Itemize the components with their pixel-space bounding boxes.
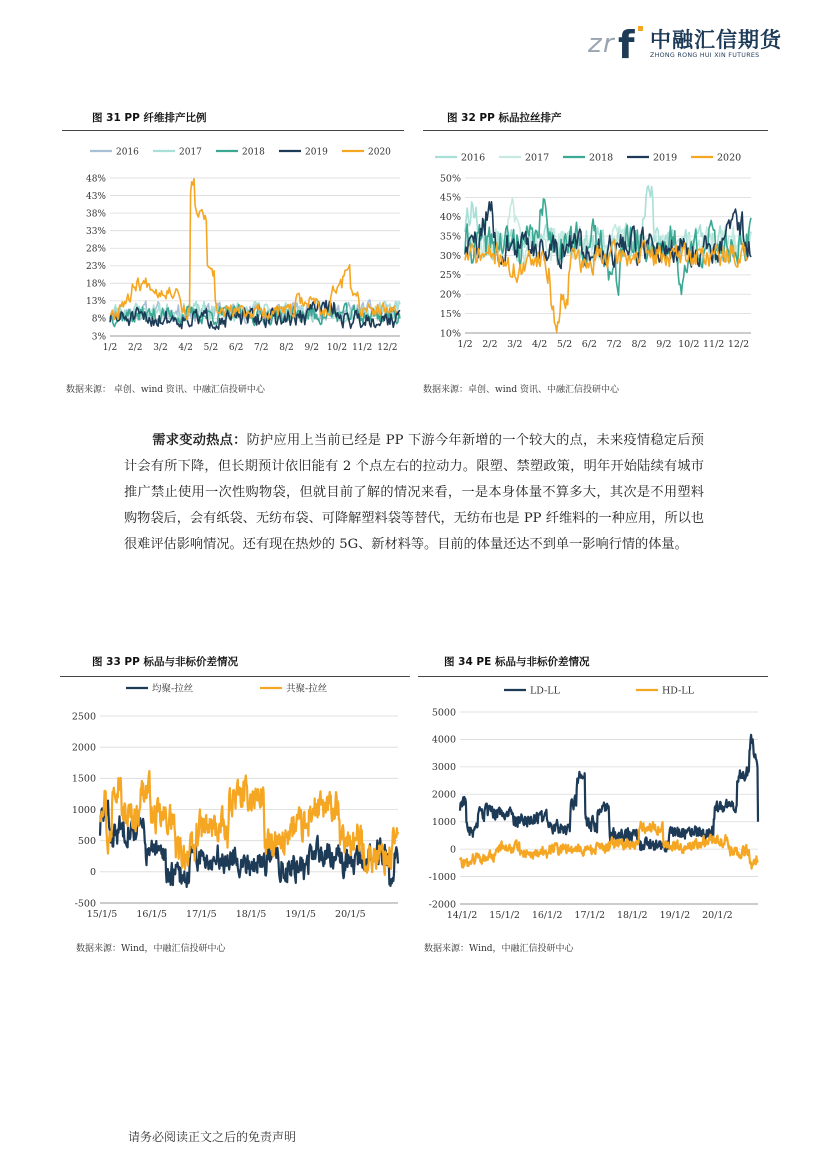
disclaimer-footer: 请务必阅读正文之后的免责声明 <box>128 1130 297 1144</box>
figure-31-title: 图 31 PP 纤维排产比例 <box>92 112 207 124</box>
y-tick-label: 13% <box>85 297 106 308</box>
legend-item-2017 <box>499 153 549 164</box>
y-tick-label: 2000 <box>71 742 96 754</box>
legend-label: 2018 <box>589 152 614 164</box>
y-tick-label: 5000 <box>431 707 456 719</box>
legend-label: HD-LL <box>662 685 694 697</box>
y-tick-label: -500 <box>74 898 96 910</box>
y-tick-label: -1000 <box>428 871 456 883</box>
legend-item-2019 <box>279 148 328 158</box>
x-tick-label: 12/2 <box>377 343 398 353</box>
figure-33-chart <box>62 680 414 928</box>
y-tick-label: 2000 <box>431 789 456 801</box>
legend-item-2020 <box>342 148 391 158</box>
y-tick-label: 4000 <box>431 734 456 746</box>
x-tick-label: 18/1/2 <box>616 910 648 921</box>
company-logo <box>588 22 782 64</box>
figure-31-source: 数据来源： 卓创、wind 资讯、中融汇信投研中心 <box>66 385 265 395</box>
x-tick-label: 4/2 <box>178 343 193 353</box>
y-tick-label: 48% <box>85 174 106 185</box>
x-tick-label: 11/2 <box>352 343 373 353</box>
figure-31-rule <box>62 130 404 131</box>
x-tick-label: 6/2 <box>228 343 244 353</box>
y-tick-label: 50% <box>439 173 461 185</box>
x-tick-label: 19/1/5 <box>285 909 316 920</box>
y-tick-label: 1000 <box>71 804 96 816</box>
x-tick-label: 15/1/5 <box>86 909 118 920</box>
y-tick-label: 25% <box>439 270 461 282</box>
logo-mark-icon <box>588 22 644 64</box>
legend-label: 2019 <box>653 152 678 164</box>
x-tick-label: 3/2 <box>153 343 168 353</box>
logo-english-name: ZHONG RONG HUI XIN FUTURES <box>650 52 760 59</box>
x-tick-label: 7/2 <box>254 343 269 353</box>
paragraph-heading: 需求变动热点： <box>152 433 247 448</box>
legend-item-HD-LL <box>636 686 695 697</box>
x-tick-label: 8/2 <box>631 339 647 350</box>
legend-item-2018 <box>563 153 613 164</box>
y-tick-label: 0 <box>89 867 96 879</box>
y-tick-label: 35% <box>439 231 461 243</box>
legend-item-2016 <box>435 153 485 164</box>
legend-label: LD-LL <box>530 685 560 697</box>
paragraph-body: 防护应用上当前已经是 PP 下游今年新增的一个较大的点，未来疫情稳定后预计会有所下降，但长期预计依旧能有 2 个点左右的拉动力。限塑、禁塑政策，明年开始陆续有城市推广禁止使用一次性购物袋，但就目前了解的情况来看，一是本身体量不算多大，其次是不用塑料购物袋后，会有纸袋、无纺布袋、可降解塑料袋等替代，无纺布也是 PP 纤维料的一种应用，所以也很难评估影响情况。还有现在热炒的 5G、新材料等。目前的体量还达不到单一影响行情的体量。 <box>124 433 705 552</box>
x-tick-label: 16/1/2 <box>531 910 563 921</box>
legend-item-2016 <box>90 148 139 158</box>
legend-label: 共聚-拉丝 <box>286 683 328 695</box>
x-tick-label: 16/1/5 <box>136 909 167 920</box>
figure-32-title: 图 32 PP 标品拉丝排产 <box>447 112 562 124</box>
legend-label: 2019 <box>305 147 328 158</box>
x-tick-label: 5/2 <box>203 343 219 353</box>
x-tick-label: 9/2 <box>304 343 319 353</box>
svg-text:z: z <box>588 29 602 59</box>
figure-33-rule <box>60 676 410 677</box>
x-tick-label: 20/1/2 <box>702 910 733 921</box>
legend-label: 2016 <box>461 152 486 164</box>
legend-item-均聚-拉丝 <box>126 683 194 695</box>
y-tick-label: 30% <box>439 250 461 262</box>
series-line-2020 <box>110 179 397 320</box>
legend-label: 2017 <box>525 152 550 164</box>
x-tick-label: 11/2 <box>703 339 725 350</box>
svg-text:r: r <box>603 29 614 59</box>
x-tick-label: 2/2 <box>127 343 143 353</box>
legend-item-2017 <box>153 148 202 158</box>
figure-31-chart <box>62 136 407 360</box>
x-tick-label: 4/2 <box>531 339 548 350</box>
x-tick-label: 9/2 <box>656 339 672 350</box>
x-tick-label: 6/2 <box>581 339 597 350</box>
x-tick-label: 10/2 <box>326 343 348 353</box>
x-tick-label: 1/2 <box>102 343 118 353</box>
y-tick-label: 43% <box>85 191 106 202</box>
x-tick-label: 1/2 <box>457 339 473 350</box>
x-tick-label: 2/2 <box>482 339 498 350</box>
y-tick-label: 0 <box>449 844 456 856</box>
x-tick-label: 18/1/5 <box>235 909 267 920</box>
y-tick-label: 45% <box>439 192 461 204</box>
legend-label: 2016 <box>116 147 139 158</box>
y-tick-label: 3% <box>91 332 106 343</box>
x-tick-label: 10/2 <box>678 339 700 350</box>
y-tick-label: 500 <box>77 835 96 847</box>
svg-text:f: f <box>618 23 635 64</box>
legend-item-共聚-拉丝 <box>260 683 328 695</box>
figure-32-chart <box>425 140 770 358</box>
x-tick-label: 12/2 <box>727 339 750 350</box>
y-tick-label: 33% <box>85 226 106 237</box>
x-tick-label: 7/2 <box>606 339 622 350</box>
figure-34-source: 数据来源：Wind，中融汇信投研中心 <box>424 944 574 954</box>
y-tick-label: 8% <box>91 314 106 325</box>
y-tick-label: 15% <box>439 308 461 320</box>
logo-chinese-name: 中融汇信期货 <box>650 28 782 52</box>
x-tick-label: 8/2 <box>279 343 294 353</box>
x-tick-label: 15/1/2 <box>489 910 520 921</box>
y-tick-label: 23% <box>85 262 106 273</box>
legend-item-2019 <box>627 153 677 164</box>
demand-hotspot-paragraph <box>124 428 704 558</box>
y-tick-label: 40% <box>439 212 461 224</box>
y-tick-label: 2500 <box>71 711 96 723</box>
y-tick-label: 20% <box>439 289 461 301</box>
legend-label: 均聚-拉丝 <box>152 683 194 695</box>
y-tick-label: 1000 <box>431 817 456 829</box>
y-tick-label: 18% <box>85 279 106 290</box>
x-tick-label: 3/2 <box>507 339 523 350</box>
figure-34-chart <box>420 680 772 926</box>
x-tick-label: 17/1/5 <box>186 909 217 920</box>
y-tick-label: 1500 <box>71 773 96 785</box>
legend-item-LD-LL <box>504 686 561 697</box>
y-tick-label: 38% <box>85 209 106 220</box>
legend-label: 2020 <box>717 152 742 164</box>
series-line-LD-LL <box>460 735 758 852</box>
figure-32-source: 数据来源：卓创、wind 资讯、中融汇信投研中心 <box>423 385 620 395</box>
x-tick-label: 17/1/2 <box>574 910 606 921</box>
figure-33-source: 数据来源：Wind，中融汇信投研中心 <box>76 944 226 954</box>
y-tick-label: 3000 <box>431 762 456 774</box>
y-tick-label: 28% <box>85 244 106 255</box>
y-tick-label: -2000 <box>428 899 456 911</box>
figure-33-title: 图 33 PP 标品与非标价差情况 <box>92 656 238 668</box>
figure-32-rule <box>423 130 768 131</box>
legend-item-2020 <box>691 153 741 164</box>
x-tick-label: 20/1/5 <box>335 909 366 920</box>
y-tick-label: 10% <box>439 328 461 340</box>
x-tick-label: 19/1/2 <box>659 910 691 921</box>
x-tick-label: 14/1/2 <box>446 910 478 921</box>
legend-item-2018 <box>216 148 265 158</box>
figure-34-rule <box>418 676 768 677</box>
figure-34-title: 图 34 PE 标品与非标价差情况 <box>444 656 590 668</box>
legend-label: 2018 <box>242 147 265 158</box>
legend-label: 2020 <box>368 147 391 158</box>
x-tick-label: 5/2 <box>556 339 573 350</box>
legend-label: 2017 <box>179 147 202 158</box>
